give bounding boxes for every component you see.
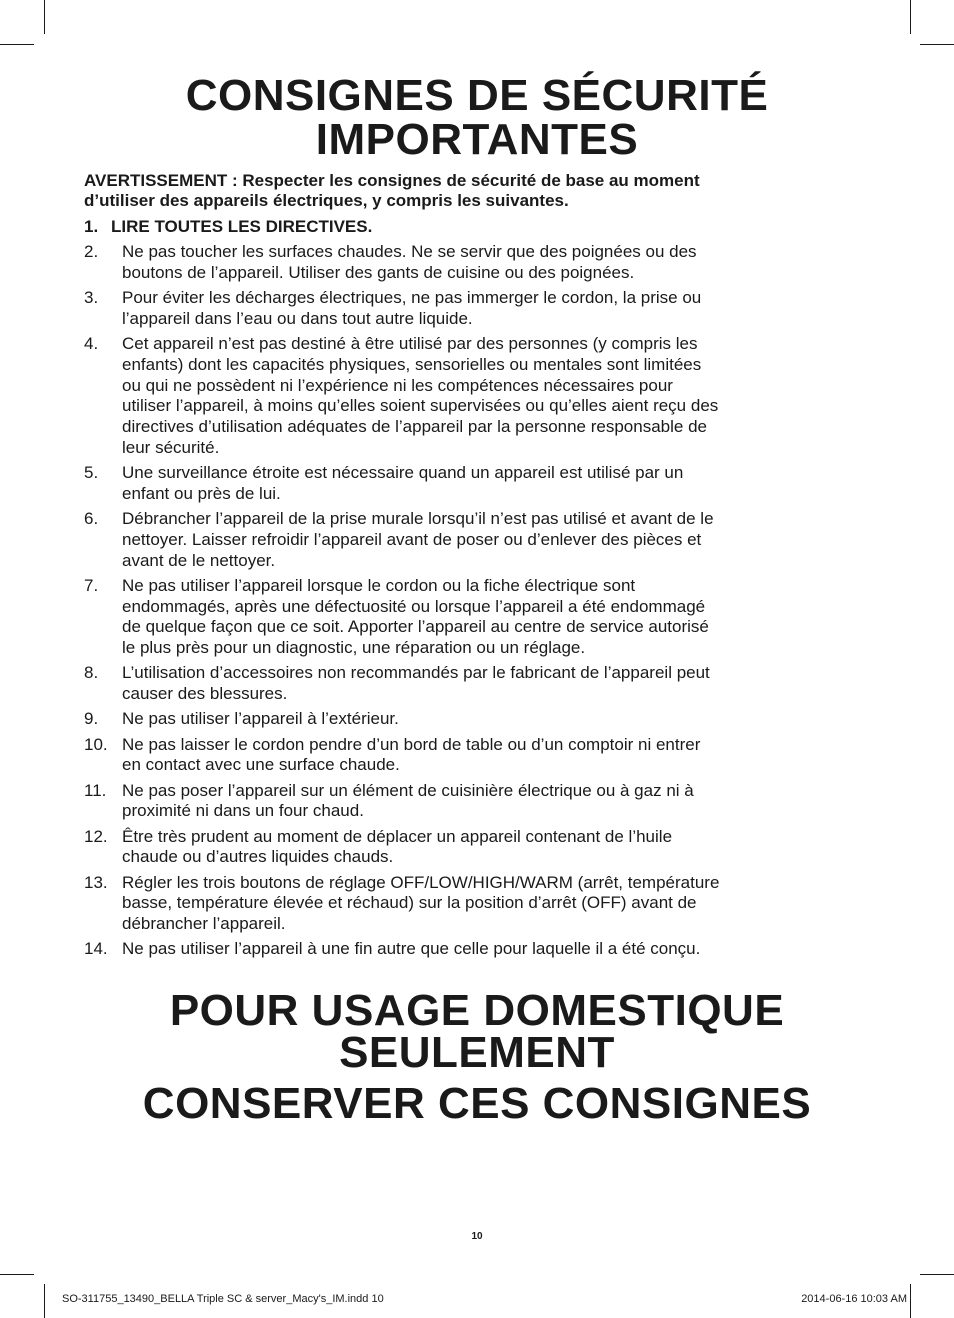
list-item-line: endommagés, après une défectuosité ou lorsque l’appareil a été endommagé — [122, 596, 706, 616]
list-item-line: de quelque façon que ce soit. Apporter l’appareil au centre de service autorisé — [122, 617, 709, 637]
list-item — [84, 463, 884, 504]
list-item-number: 6. — [84, 509, 99, 529]
list-item — [84, 735, 884, 776]
page-title — [60, 71, 894, 164]
list-item-line: basse, température élevée et réchaud) sur la position d’arrêt (OFF) avant de — [122, 893, 697, 913]
list-item-line: chaude ou d’autres liquides chauds. — [122, 847, 394, 867]
title-line-2: IMPORTANTES — [315, 115, 639, 164]
list-item-line: débrancher l’appareil. — [122, 913, 286, 933]
household-line-1: POUR USAGE DOMESTIQUE — [169, 986, 785, 1035]
slug-file: SO-311755_13490_BELLA Triple SC & server_Macy's_IM.indd 10 — [62, 1293, 384, 1305]
list-item-number: 10. — [84, 734, 108, 754]
list-item-line: Ne pas utiliser l’appareil lorsque le cordon ou la fiche électrique sont — [122, 575, 636, 595]
keep-line: CONSERVER CES CONSIGNES — [142, 1079, 812, 1128]
list-item — [84, 939, 884, 960]
list-item-line: causer des blessures. — [122, 683, 288, 703]
list-item-line: Ne pas utiliser l’appareil à une fin autre que celle pour laquelle il a été conçu. — [122, 939, 701, 959]
page-number: 10 — [471, 1231, 483, 1242]
list-item — [84, 709, 884, 730]
list-item-line: Être très prudent au moment de déplacer un appareil contenant de l’huile — [122, 826, 673, 846]
household-line-2: SEULEMENT — [339, 1028, 615, 1077]
list-item-line: en contact avec une surface chaude. — [122, 755, 400, 775]
list-item-number: 14. — [84, 939, 108, 959]
list-item-line: Régler les trois boutons de réglage OFF/LOW/HIGH/WARM (arrêt, température — [122, 872, 720, 892]
list-item-line: nettoyer. Laisser refroidir l’appareil avant de poser ou d’enlever des pièces et — [122, 529, 702, 549]
list-item — [84, 827, 884, 868]
slug-date: 2014-06-16 10:03 AM — [801, 1293, 907, 1305]
list-item-line: ou qui ne possèdent ni l’expérience ni les compétences nécessaires pour — [122, 375, 673, 395]
list-item-line: L’utilisation d’accessoires non recommandés par le fabricant de l’appareil peut — [122, 663, 710, 683]
list-item-number: 7. — [84, 575, 99, 595]
list-item — [84, 288, 884, 329]
list-item-line: LIRE TOUTES LES DIRECTIVES. — [111, 217, 373, 236]
warning-line-2: d’utiliser des appareils électriques, y compris les suivantes. — [84, 191, 569, 210]
warning-line-1: AVERTISSEMENT : Respecter les consignes de sécurité de base au moment — [84, 171, 700, 190]
list-item — [84, 781, 884, 822]
list-item-number: 3. — [84, 288, 99, 308]
crop-mark — [0, 44, 34, 45]
list-item-line: Ne pas laisser le cordon pendre d’un bord de table ou d’un comptoir ni entrer — [122, 734, 701, 754]
list-item — [84, 663, 884, 704]
title-line-1: CONSIGNES DE SÉCURITÉ — [185, 71, 769, 120]
list-item-line: utiliser l’appareil, à moins qu’elles soient supervisées ou qu’elles aient reçu des — [122, 396, 719, 416]
list-item-number: 12. — [84, 826, 108, 846]
warning-paragraph — [84, 171, 874, 211]
keep-instructions-heading — [60, 1079, 894, 1128]
list-item-line: Une surveillance étroite est nécessaire quand un appareil est utilisé par un — [122, 463, 684, 483]
crop-mark — [44, 0, 45, 34]
safety-instructions-list — [84, 217, 884, 965]
list-item-line: le plus près pour un diagnostic, une réparation ou un réglage. — [122, 637, 586, 657]
list-item — [84, 217, 884, 238]
list-item-line: directives d’utilisation adéquates de l’appareil par la personne responsable de — [122, 417, 707, 437]
list-item-number: 11. — [84, 780, 107, 800]
list-item-line: proximité ni dans un four chaud. — [122, 801, 364, 821]
list-item-number: 13. — [84, 872, 108, 892]
list-item-line: Pour éviter les décharges électriques, ne pas immerger le cordon, la prise ou — [122, 288, 702, 308]
list-item-number: 4. — [84, 334, 99, 354]
crop-mark — [910, 1284, 911, 1318]
list-item-number: 1. — [84, 217, 99, 236]
list-item-number: 5. — [84, 463, 99, 483]
list-item-line: leur sécurité. — [122, 437, 220, 457]
crop-mark — [44, 1284, 45, 1318]
crop-mark — [920, 44, 954, 45]
list-item — [84, 873, 884, 935]
list-item-line: avant de le nettoyer. — [122, 550, 276, 570]
list-item-number: 9. — [84, 709, 99, 729]
list-item — [84, 509, 884, 571]
list-item-line: l’appareil dans l’eau ou dans tout autre liquide. — [122, 309, 473, 328]
list-item-line: Cet appareil n’est pas destiné à être utilisé par des personnes (y compris les — [122, 334, 698, 354]
list-item-line: Débrancher l’appareil de la prise murale lorsqu’il n’est pas utilisé et avant de le — [122, 509, 714, 529]
crop-mark — [920, 1274, 954, 1275]
crop-mark — [0, 1274, 34, 1275]
list-item-line: enfant ou près de lui. — [122, 483, 281, 503]
list-item — [84, 576, 884, 659]
list-item-number: 8. — [84, 663, 99, 683]
list-item-line: enfants) dont les capacités physiques, sensorielles ou mentales sont limitées — [122, 355, 702, 374]
crop-mark — [910, 0, 911, 34]
list-item-number: 2. — [84, 242, 99, 262]
list-item-line: Ne pas poser l’appareil sur un élément de cuisinière électrique ou à gaz ni à — [122, 780, 694, 800]
list-item-line: boutons de l’appareil. Utiliser des gants de cuisine ou des poignées. — [122, 263, 635, 282]
list-item-line: Ne pas toucher les surfaces chaudes. Ne se servir que des poignées ou des — [122, 242, 697, 262]
list-item — [84, 334, 884, 458]
household-use-heading — [60, 986, 894, 1077]
list-item — [84, 242, 884, 283]
list-item-line: Ne pas utiliser l’appareil à l’extérieur. — [122, 709, 399, 729]
